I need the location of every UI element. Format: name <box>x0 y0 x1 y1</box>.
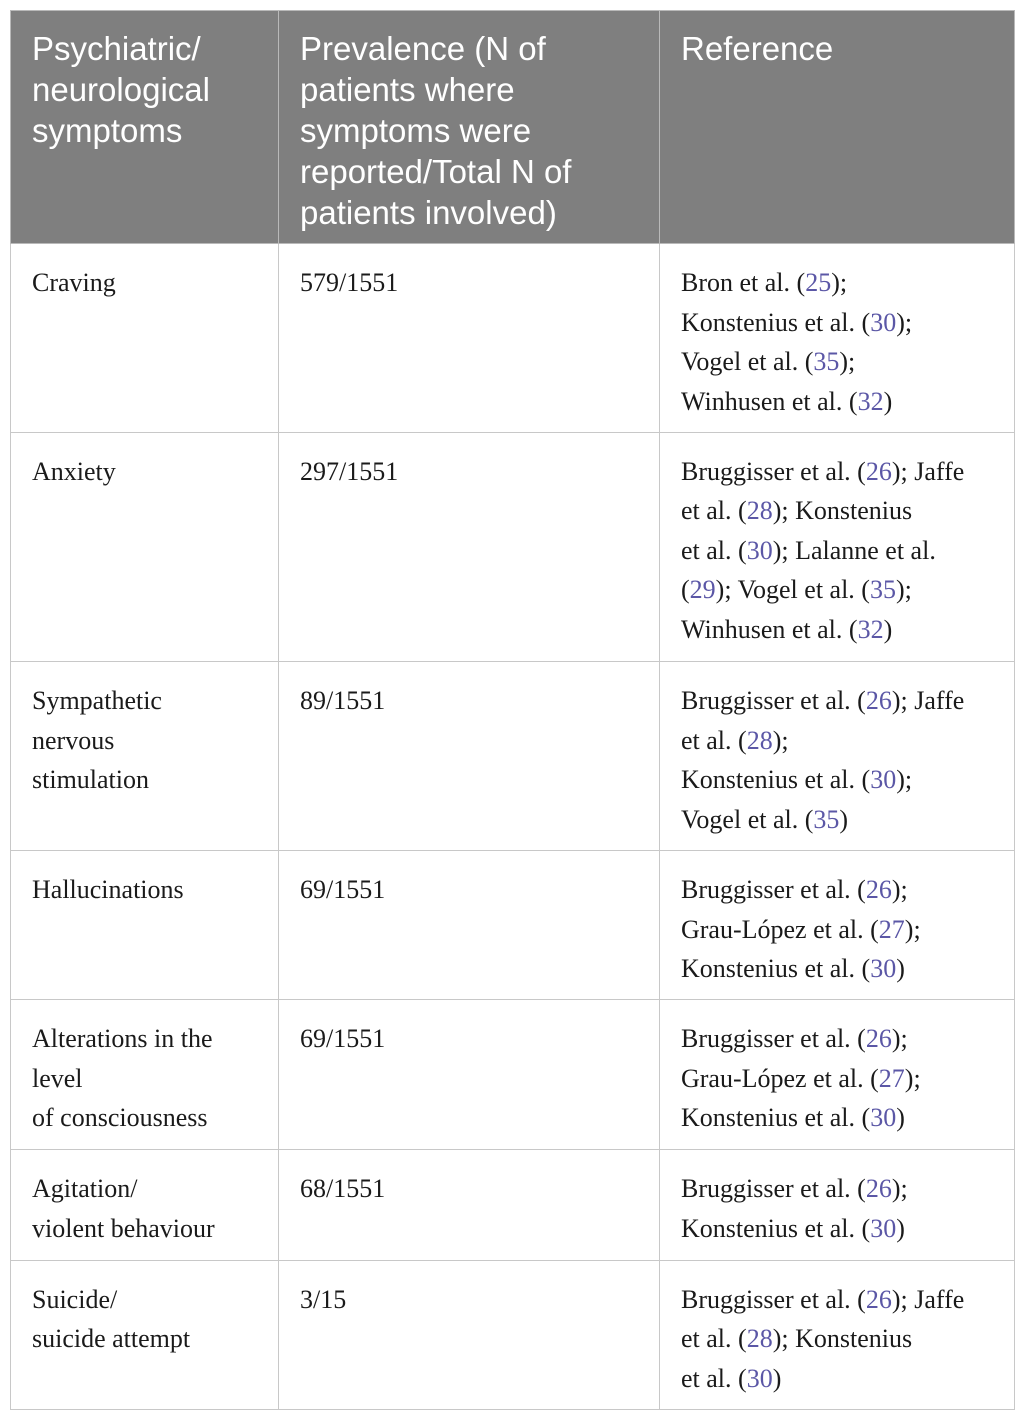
citation-link[interactable]: 29 <box>689 575 716 605</box>
prevalence-cell: 297/1551 <box>279 432 660 661</box>
citation-link[interactable]: 35 <box>813 804 840 834</box>
reference-text: Bruggisser et al. ( <box>681 456 866 486</box>
reference-text: Bruggisser et al. ( <box>681 875 866 905</box>
header-line: Prevalence (N of <box>300 30 546 67</box>
citation-link[interactable]: 35 <box>869 575 896 605</box>
reference-text: Bruggisser et al. ( <box>681 686 866 716</box>
reference-text: Bron et al. ( <box>681 268 806 297</box>
reference-line <box>681 491 994 531</box>
citation-link[interactable]: 26 <box>865 456 892 486</box>
reference-text: ); Lalanne et al. <box>772 535 936 565</box>
citation-link[interactable]: 32 <box>857 386 884 416</box>
citation-link[interactable]: 27 <box>878 1063 905 1093</box>
citation-link[interactable]: 26 <box>865 1284 892 1314</box>
citation-link[interactable]: 30 <box>746 1363 773 1393</box>
table-row <box>11 432 1015 661</box>
reference-line <box>681 1359 994 1399</box>
reference-text: ) <box>896 1213 905 1243</box>
reference-line <box>681 1209 994 1249</box>
citation-link[interactable]: 32 <box>857 614 884 644</box>
header-prevalence <box>279 11 660 244</box>
table-row <box>11 244 1015 433</box>
symptom-line: Craving <box>32 268 116 297</box>
reference-text: Konstenius et al. ( <box>681 307 871 337</box>
symptom-line: nervous <box>32 725 115 755</box>
reference-text: ); <box>891 1024 908 1054</box>
table-body <box>11 244 1015 1410</box>
reference-text: et al. ( <box>681 1363 747 1393</box>
reference-line <box>681 760 994 800</box>
reference-line <box>681 1169 994 1209</box>
reference-text: ); <box>839 347 856 376</box>
table-row <box>11 1260 1015 1409</box>
reference-cell <box>660 1000 1015 1150</box>
symptom-cell <box>11 662 279 851</box>
reference-text: ) <box>772 1363 782 1393</box>
reference-line <box>681 1059 994 1099</box>
reference-line <box>681 1019 994 1059</box>
reference-text: ); <box>891 875 908 905</box>
reference-text: ); <box>895 575 912 605</box>
prevalence-cell: 69/1551 <box>279 851 660 1000</box>
reference-line <box>681 870 994 910</box>
reference-text: ); Vogel et al. ( <box>715 575 870 605</box>
symptom-line: Agitation/ <box>32 1174 138 1204</box>
reference-text: ); <box>904 1063 921 1093</box>
reference-text: ); <box>904 914 921 944</box>
reference-line <box>681 1280 994 1320</box>
reference-cell <box>660 851 1015 1000</box>
reference-line <box>681 800 994 840</box>
citation-link[interactable]: 30 <box>870 1213 897 1243</box>
table-row <box>11 662 1015 851</box>
symptom-line: Alterations in the <box>32 1024 213 1054</box>
reference-line <box>681 570 994 610</box>
header-reference <box>660 11 1015 244</box>
reference-text: et al. ( <box>681 725 747 755</box>
reference-text: ); Jaffe <box>891 1284 965 1314</box>
reference-text: et al. ( <box>681 496 747 526</box>
reference-text: ); <box>831 268 848 297</box>
reference-text: Bruggisser et al. ( <box>681 1024 866 1054</box>
reference-text: Winhusen et al. ( <box>681 386 858 416</box>
reference-line <box>681 610 994 650</box>
reference-text: Bruggisser et al. ( <box>681 1284 866 1314</box>
reference-text: ) <box>896 954 905 984</box>
reference-line <box>681 531 994 571</box>
reference-text: ) <box>883 386 893 416</box>
citation-link[interactable]: 27 <box>878 914 905 944</box>
prevalence-cell: 69/1551 <box>279 1000 660 1150</box>
symptom-line: of consciousness <box>32 1103 208 1133</box>
reference-text: ); Konstenius <box>772 496 913 526</box>
table-row <box>11 1000 1015 1150</box>
reference-line <box>681 910 994 950</box>
reference-text: Grau-López et al. ( <box>681 1063 879 1093</box>
prevalence-cell: 68/1551 <box>279 1150 660 1261</box>
reference-line <box>681 452 994 492</box>
table-row <box>11 851 1015 1000</box>
symptom-cell <box>11 851 279 1000</box>
reference-text: et al. ( <box>681 535 747 565</box>
symptom-cell <box>11 244 279 433</box>
reference-cell <box>660 244 1015 433</box>
header-line: Psychiatric/ <box>32 30 201 67</box>
reference-cell <box>660 1150 1015 1261</box>
symptom-line: stimulation <box>32 765 149 795</box>
header-line: symptoms were <box>300 112 532 149</box>
citation-link[interactable]: 26 <box>865 1174 892 1204</box>
reference-line <box>681 1319 994 1359</box>
reference-cell <box>660 432 1015 661</box>
reference-line <box>681 342 994 382</box>
header-line: symptoms <box>32 112 183 149</box>
header-line: patients involved) <box>300 194 557 231</box>
prevalence-cell: 89/1551 <box>279 662 660 851</box>
symptom-cell <box>11 1150 279 1261</box>
reference-text: Konstenius et al. ( <box>681 954 871 984</box>
symptom-cell <box>11 1260 279 1409</box>
citation-link[interactable]: 25 <box>805 268 832 297</box>
reference-text: ) <box>883 614 893 644</box>
reference-text: ); <box>896 765 913 795</box>
reference-cell <box>660 1260 1015 1409</box>
prevalence-cell: 3/15 <box>279 1260 660 1409</box>
symptom-line: Hallucinations <box>32 875 184 905</box>
citation-link[interactable]: 28 <box>746 725 773 755</box>
reference-text: ); Konstenius <box>772 1324 913 1354</box>
symptom-line: violent behaviour <box>32 1213 215 1243</box>
reference-line <box>681 303 994 343</box>
reference-text: Grau-López et al. ( <box>681 914 879 944</box>
citation-link[interactable]: 30 <box>870 307 897 337</box>
citation-link[interactable]: 26 <box>865 686 892 716</box>
header-line: Reference <box>681 30 834 67</box>
table-header-row <box>11 11 1015 244</box>
citation-link[interactable]: 28 <box>746 1324 773 1354</box>
reference-text: Konstenius et al. ( <box>681 765 871 795</box>
reference-text: Bruggisser et al. ( <box>681 1174 866 1204</box>
citation-link[interactable]: 26 <box>865 875 892 905</box>
citation-link[interactable]: 30 <box>870 1103 897 1133</box>
citation-link[interactable]: 30 <box>870 765 897 795</box>
citation-link[interactable]: 28 <box>746 496 773 526</box>
symptom-cell <box>11 1000 279 1150</box>
reference-line <box>681 721 994 761</box>
reference-text: ); <box>891 1174 908 1204</box>
symptom-line: level <box>32 1063 83 1093</box>
reference-line <box>681 681 994 721</box>
reference-text: ); Jaffe <box>891 686 965 716</box>
header-line: neurological <box>32 71 210 108</box>
prevalence-cell: 579/1551 <box>279 244 660 433</box>
reference-line <box>681 382 994 422</box>
citation-link[interactable]: 30 <box>870 954 897 984</box>
table-row <box>11 1150 1015 1261</box>
reference-line <box>681 1098 994 1138</box>
citation-link[interactable]: 35 <box>813 347 840 376</box>
citation-link[interactable]: 26 <box>865 1024 892 1054</box>
header-line: patients where <box>300 71 515 108</box>
reference-text: ); <box>772 725 789 755</box>
reference-text: ( <box>681 575 690 605</box>
citation-link[interactable]: 30 <box>746 535 773 565</box>
reference-line <box>681 949 994 989</box>
header-line: reported/Total N of <box>300 153 572 190</box>
reference-text: ) <box>839 804 849 834</box>
reference-text: Winhusen et al. ( <box>681 614 858 644</box>
reference-text: ); Jaffe <box>891 456 965 486</box>
symptom-line: Anxiety <box>32 456 116 486</box>
reference-text: et al. ( <box>681 1324 747 1354</box>
reference-text: ); <box>896 307 913 337</box>
header-symptoms <box>11 11 279 244</box>
symptoms-table <box>10 10 1015 1410</box>
symptom-line: suicide attempt <box>32 1324 191 1354</box>
symptom-line: Suicide/ <box>32 1284 118 1314</box>
reference-cell <box>660 662 1015 851</box>
reference-text: ) <box>896 1103 905 1133</box>
reference-text: Konstenius et al. ( <box>681 1213 871 1243</box>
symptom-cell <box>11 432 279 661</box>
reference-text: Vogel et al. ( <box>681 347 814 376</box>
symptom-line: Sympathetic <box>32 686 162 716</box>
reference-line <box>681 263 994 303</box>
reference-text: Konstenius et al. ( <box>681 1103 871 1133</box>
reference-text: Vogel et al. ( <box>681 804 814 834</box>
